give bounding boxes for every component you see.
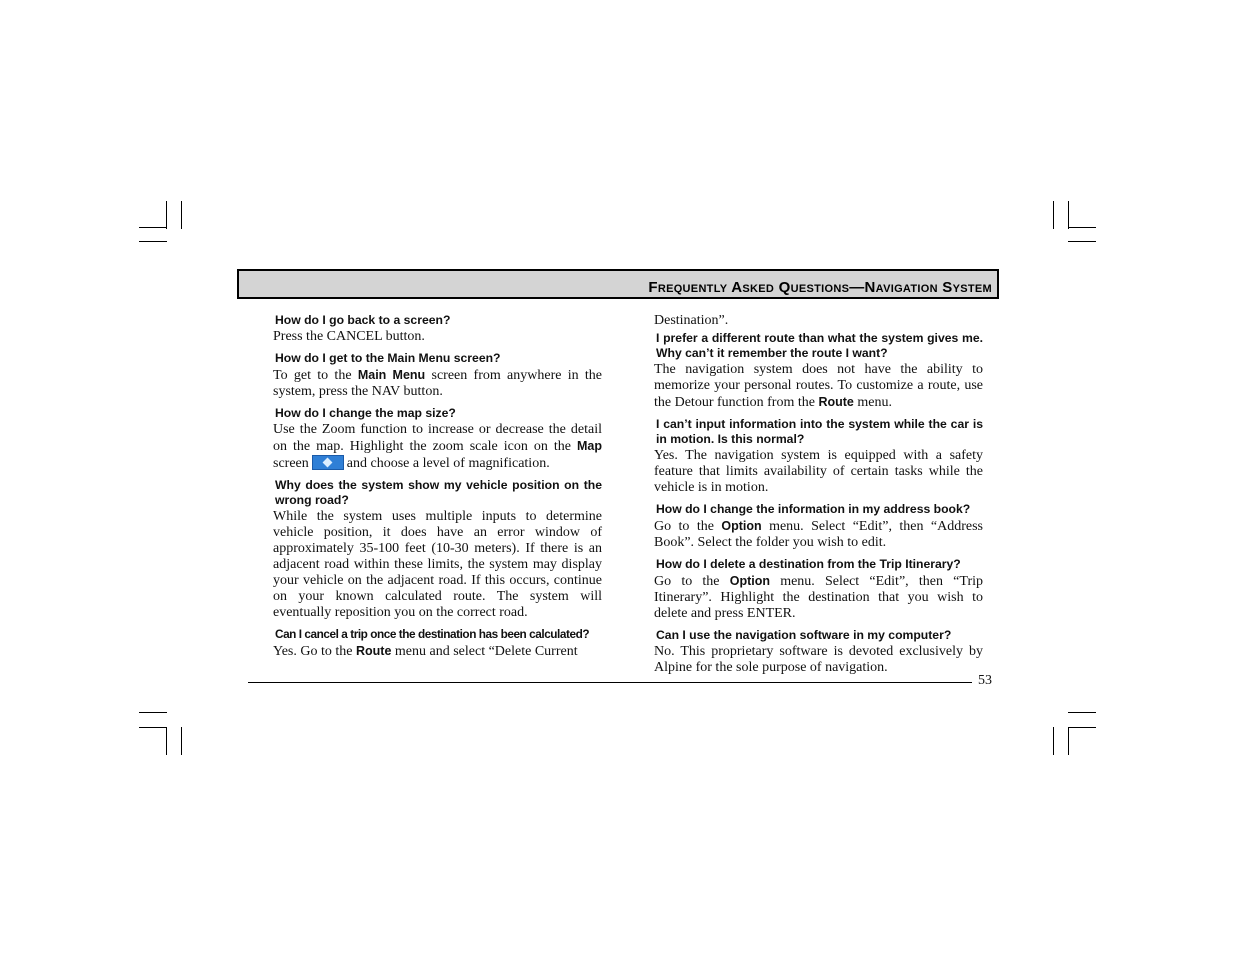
faq-question: I prefer a different route than what the system gives me. Why can’t it remember the route I want? [656, 331, 983, 360]
crop-mark [139, 227, 167, 228]
faq-question: I can’t input information into the system while the car is in motion. Is this normal? [656, 417, 983, 446]
crop-mark [139, 241, 167, 242]
faq-answer: Use the Zoom function to increase or decrease the detail on the map. Highlight the zoom scale icon on the Map screen and choose a level of magnification. [273, 422, 602, 471]
faq-question: How do I get to the Main Menu screen? [275, 351, 501, 365]
faq-answer-continued: Destination”. [654, 313, 729, 328]
section-header-bar [237, 269, 999, 299]
crop-mark [139, 727, 167, 728]
crop-mark [1053, 727, 1054, 755]
crop-mark [1068, 241, 1096, 242]
crop-mark [166, 201, 167, 229]
faq-answer: While the system uses multiple inputs to determine vehicle position, it does have an error window of approximately 35-100 feet (10-30 meters). If there is an adjacent road within these limits, the system may display your vehicle on the adjacent road. If this occurs, continue on your known calculated route. The system will eventually reposition you on the correct road. [273, 509, 602, 620]
menu-name: Map [577, 439, 602, 453]
faq-question: Can I cancel a trip once the destination has been calculated? [275, 627, 590, 641]
menu-name: Route [818, 395, 854, 409]
faq-answer: Yes. The navigation system is equipped with a safety feature that limits availability of certain tasks while the vehicle is in motion. [654, 448, 983, 495]
faq-answer: No. This proprietary software is devoted exclusively by Alpine for the sole purpose of navigation. [654, 644, 983, 675]
crop-mark [181, 201, 182, 229]
footer-rule [248, 682, 972, 683]
menu-name: Main Menu [357, 368, 426, 382]
faq-answer: Go to the Option menu. Select “Edit”, then “Trip Itinerary”. Highlight the destination that you wish to delete and press ENTER. [654, 574, 983, 621]
crop-mark [1068, 227, 1096, 228]
crop-mark [1068, 712, 1096, 713]
crop-mark [139, 712, 167, 713]
crop-mark [1068, 727, 1069, 755]
faq-question: How do I change the information in my address book? [656, 502, 971, 516]
faq-question: Can I use the navigation software in my computer? [656, 628, 952, 642]
menu-name: Option [721, 519, 762, 533]
page-number: 53 [978, 673, 992, 688]
crop-mark [166, 727, 167, 755]
faq-question: How do I change the map size? [275, 406, 456, 420]
crop-mark [181, 727, 182, 755]
faq-column-right [654, 313, 983, 682]
crop-mark [1053, 201, 1054, 229]
page-title: Frequently Asked Questions—Navigation System [648, 279, 992, 296]
faq-answer: To get to the Main Menu screen from anywhere in the system, press the NAV button. [273, 368, 603, 399]
faq-answer: The navigation system does not have the ability to memorize your personal routes. To customize a route, use the Detour function from the Route menu. [654, 362, 983, 410]
menu-name: Option [729, 574, 770, 588]
faq-question: Why does the system show my vehicle position on the wrong road? [275, 478, 602, 507]
crop-mark [1068, 727, 1096, 728]
crop-mark [1068, 201, 1069, 229]
menu-name: Route [355, 644, 392, 658]
faq-question: How do I delete a destination from the Trip Itinerary? [656, 557, 961, 571]
faq-answer: Yes. Go to the Route menu and select “Delete Current [273, 644, 578, 659]
faq-column-left [273, 313, 602, 666]
faq-answer: Go to the Option menu. Select “Edit”, then “Address Book”. Select the folder you wish to edit. [654, 519, 984, 550]
faq-answer: Press the CANCEL button. [273, 329, 425, 344]
faq-question: How do I go back to a screen? [275, 313, 451, 327]
zoom-scale-icon [312, 455, 344, 470]
